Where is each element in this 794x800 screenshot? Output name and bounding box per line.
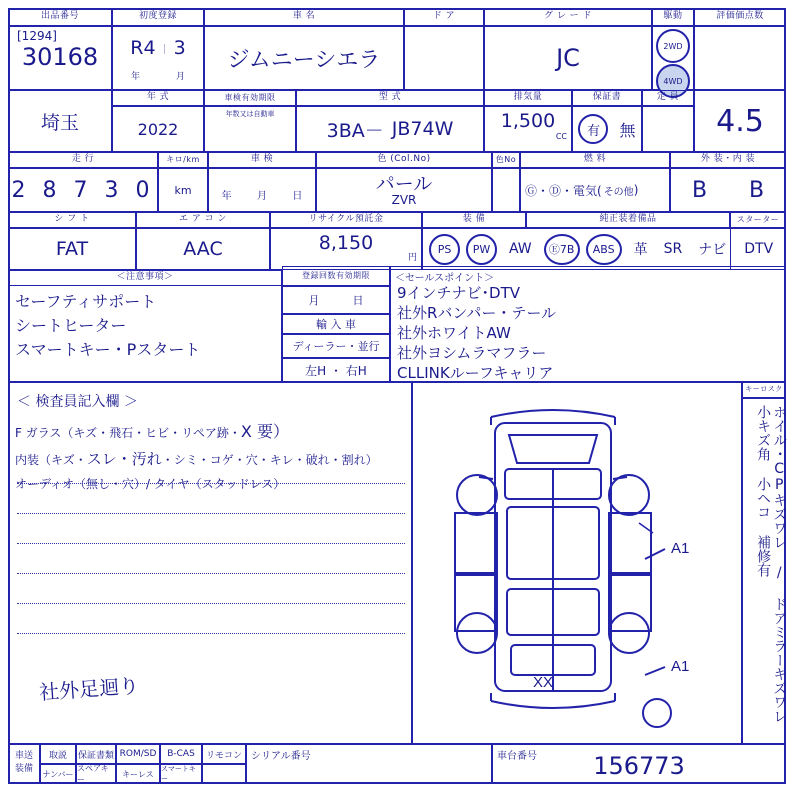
notes-body: [8, 286, 282, 382]
label-shoki-touroku: 初度登録: [112, 8, 204, 26]
label-chuuijikou: ＜注意事項＞: [8, 270, 282, 286]
label-kudou: 駆動: [652, 8, 694, 26]
nenryo-options: Ⓖ・Ⓓ・電気(: [525, 183, 602, 198]
shuppinban-value: 30168: [21, 43, 99, 71]
footer-col1-bot: ナンバー: [40, 764, 76, 784]
kataban-value: JB74W: [391, 118, 454, 140]
kudou-2wd: 2WD: [656, 29, 690, 63]
label-shaken: 車 検: [208, 152, 316, 168]
shaken-year: 年: [221, 191, 232, 202]
label-aircon: エ ア コ ン: [136, 212, 270, 228]
label-shamei: 車 名: [204, 8, 404, 26]
regbox-ym: 月 日: [282, 286, 390, 314]
footer-shasou: [8, 744, 40, 784]
aircon-value: AAC: [183, 238, 223, 260]
equip-list: [422, 228, 786, 270]
note-line-1: セーフティサポート: [15, 292, 157, 311]
field-recycle: [270, 228, 422, 270]
inspection-memo: 社外足迴り: [38, 673, 140, 705]
footer-col4-bot: スマートキー: [160, 764, 202, 784]
score-value: 4.5: [716, 103, 764, 139]
label-hyouka: 評価価点数: [694, 8, 786, 26]
salespoints-box: [390, 266, 786, 382]
diagram-mark-xx: XX: [533, 674, 554, 691]
footer-col3-top: ROM/SD: [116, 744, 160, 764]
haikiryo-unit: CC: [555, 132, 567, 141]
nenshiki-value: 2022: [137, 119, 179, 139]
iro-value: パール: [375, 173, 433, 195]
footer-col5-bot: [202, 764, 246, 784]
equip-pw: PW: [466, 234, 497, 265]
footer-col1-top: 取説: [40, 744, 76, 764]
equip-abs: ABS: [586, 234, 622, 265]
field-hyouka: [694, 26, 786, 90]
label-touroku-kigen: 登録回数有効期限: [282, 266, 390, 286]
shaken-month: 月: [256, 191, 267, 202]
regbox-dealer: ディーラー・並行: [282, 334, 390, 358]
label-grade: グ レ ー ド: [484, 8, 652, 26]
footer-shadai-label: 車台番号: [497, 751, 537, 762]
field-grade: [484, 26, 652, 90]
salespoint-1: 9インチナビ･DTV: [397, 284, 521, 302]
inspection-line-2a: 内装（キズ・: [15, 453, 87, 467]
footer-shasou-label2: 装備: [14, 764, 33, 774]
field-shift: [8, 228, 136, 270]
field-kudou: [652, 26, 694, 90]
salespoint-5: CLLINKルーフキャリア: [397, 363, 554, 382]
label-kataban: 型 式: [296, 90, 484, 106]
inspection-line-1-mark: X 要）: [240, 422, 289, 441]
label-irono: 色No: [492, 152, 520, 168]
field-kataban: [296, 106, 484, 152]
inspection-line-1: [9, 411, 411, 442]
equip-aw: AW: [509, 241, 532, 257]
grade-value: JC: [556, 44, 580, 72]
label-door: ド ア: [404, 8, 484, 26]
car-diagram-box: [412, 382, 742, 744]
field-nenshiki: [112, 106, 204, 152]
shift-value: FAT: [55, 238, 89, 260]
field-irono: [492, 168, 520, 212]
salespoint-4: 社外ヨシムラマフラー: [397, 343, 547, 362]
label-key-lock: キーロスク: [742, 382, 786, 398]
salespoint-2: 社外Rバンパー・テール: [397, 303, 557, 322]
footer-col4-top: B-CAS: [160, 744, 202, 764]
soukou-unit-value: km: [174, 183, 192, 197]
inspection-line-2: [9, 442, 411, 469]
hoshousho-yes: 有: [578, 114, 608, 144]
note-line-2: シートヒーター: [15, 316, 127, 335]
label-haikiryo: 排気量: [484, 90, 572, 106]
equip-ps: PS: [429, 234, 460, 265]
shamei-value: ジムニーシエラ: [227, 47, 381, 73]
label-nenryo: 燃 料: [520, 152, 670, 168]
hoshousho-no: 無: [619, 120, 636, 140]
shoki-era: R4: [130, 37, 156, 59]
shoki-unit-month: 月: [175, 72, 185, 82]
nenryo-other: その他: [603, 186, 634, 198]
chiiki-value: 埼玉: [40, 111, 79, 134]
rightbar-text: ホイル・CPキズワレ / ドアミラーキズワレ 小キズ角 小ヘコ 補修有: [755, 405, 788, 723]
salespoint-3: 社外ホワイトAW: [397, 323, 511, 342]
label-starter: スターター: [730, 212, 786, 228]
label-iro: 色 (Col.No): [316, 152, 492, 168]
label-soubi: 装 備: [422, 212, 526, 228]
field-teiin: [642, 106, 694, 152]
footer-shasou-label: 車送: [14, 751, 33, 761]
label-hoshousho: 保証書: [572, 90, 642, 106]
field-chiiki: [8, 90, 112, 152]
label-soukou: 走 行: [8, 152, 158, 168]
kudou-4wd: 4WD: [656, 64, 690, 98]
recycle-value: 8,150: [318, 232, 374, 254]
haikiryo-value: 1,500: [500, 110, 556, 132]
label-shaken-kigen: 車検有効期限: [204, 90, 296, 106]
inspection-title: ＜ 検査員記入欄 ＞: [17, 394, 138, 410]
label-nenshiki: 年 式: [112, 90, 204, 106]
footer-serial-label: シリアル番号: [251, 751, 311, 762]
field-gaisou-naisou: [670, 168, 786, 212]
field-aircon: [136, 228, 270, 270]
car-diagram: [413, 383, 741, 743]
field-shuppinban: [8, 26, 112, 90]
shoki-month: 3: [173, 37, 186, 59]
note-line-3: スマートキー・Pスタート: [15, 340, 201, 359]
footer-serial: [246, 744, 492, 784]
inspection-line-3: オーディオ（無し・穴）/ タイヤ（スタッドレス）: [15, 477, 286, 491]
label-junsou: 純正装着備品: [526, 212, 730, 228]
field-nenryo: [520, 168, 670, 212]
soukou-value: 2 8 7 3 0: [11, 177, 155, 203]
label-gaisou-naisou: 外 装・内 装: [670, 152, 786, 168]
diagram-mark-a1-top: A1: [671, 540, 690, 557]
regbox-import: 輸 入 車: [282, 314, 390, 334]
footer-col3-bot: キーレス: [116, 764, 160, 784]
nenryo-close: ): [633, 183, 639, 197]
diagram-mark-a1-bottom: A1: [671, 658, 690, 675]
label-teiin: 定 員: [642, 90, 694, 106]
label-shuppinban: 出品番号: [8, 8, 112, 26]
iro-no: ZVR: [391, 193, 417, 207]
inspection-line-2b: スレ: [86, 450, 117, 468]
field-shaken-kigen: [204, 106, 296, 152]
footer-col2-bot: スペアキー: [76, 764, 116, 784]
shoki-unit-year: 年: [130, 72, 140, 82]
rightbar-box: [742, 398, 786, 744]
label-soukou-unit: キロ/km: [158, 152, 208, 168]
equip-navi: ナビ: [698, 242, 727, 258]
field-hoshousho: [572, 106, 642, 152]
inspection-line-2d: ・シミ・コゲ・穴・キレ・破れ・割れ）: [161, 453, 378, 467]
footer-col5-top: リモコン: [202, 744, 246, 764]
divider-starter: [730, 228, 731, 270]
field-door: [404, 26, 484, 90]
shaken-kigen-sub: 年数又は自動車: [225, 110, 275, 118]
inspection-box: [8, 382, 412, 744]
footer-shadai: [492, 744, 786, 784]
field-haikiryo: [484, 106, 572, 152]
naisou-value: B: [748, 177, 765, 203]
field-shaken: [208, 168, 316, 212]
equip-airbag: Ⓔ7B: [544, 234, 580, 265]
label-shift: シ フ ト: [8, 212, 136, 228]
salespoints-title: ＜セールスポイント＞: [395, 273, 495, 284]
inspection-line-2c: ・汚れ: [116, 450, 162, 468]
field-shoki-touroku: R4 ｜ 3 年 月: [112, 26, 204, 90]
field-score: [694, 90, 786, 152]
footer-shadai-value: 156773: [593, 752, 685, 780]
field-shamei: [204, 26, 404, 90]
kataban-prefix: 3BA－: [326, 119, 384, 142]
gaisou-value: B: [691, 177, 708, 203]
inspection-line-1-text: F ガラス（キズ・飛石・ヒビ・リペア跡・: [15, 426, 241, 440]
regbox-hand: 左H ・ 右H: [282, 358, 390, 382]
equip-sunroof: SR: [663, 241, 683, 257]
field-soukou-unit: [158, 168, 208, 212]
recycle-unit: 円: [407, 253, 417, 263]
equip-dtv: DTV: [744, 241, 774, 257]
field-iro: [316, 168, 492, 212]
shaken-day: 日: [292, 191, 303, 202]
footer-col2-top: 保証書類: [76, 744, 116, 764]
shuppinban-sub: [1294]: [17, 29, 57, 43]
label-recycle: リサイクル預託金: [270, 212, 422, 228]
equip-leather: 革: [633, 242, 648, 258]
field-soukou: [8, 168, 158, 212]
